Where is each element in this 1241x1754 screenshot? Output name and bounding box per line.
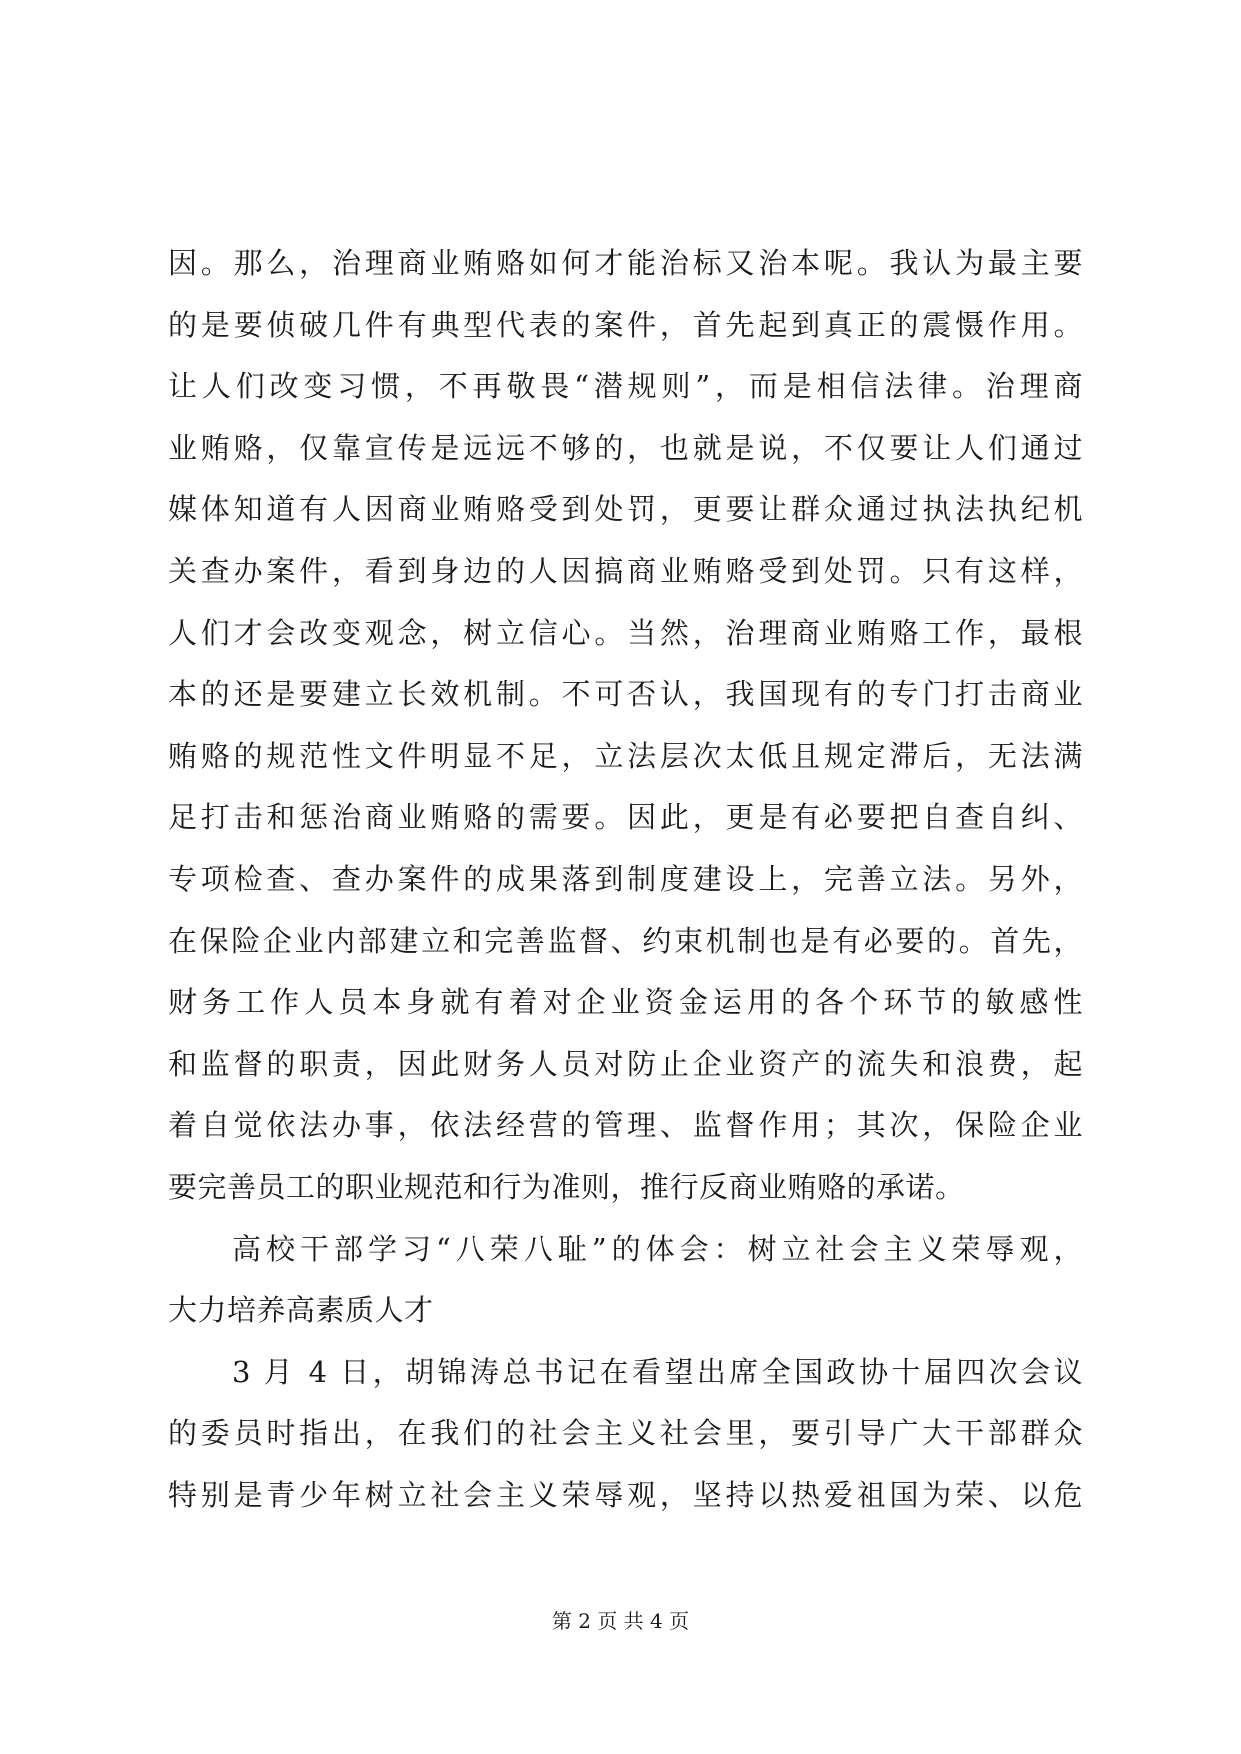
- text-line: 和监督的职责，因此财务人员对防止企业资产的流失和浪费，起: [168, 1046, 1083, 1081]
- text-line: 要完善员工的职业规范和行为准则，推行反商业贿赂的承诺。: [168, 1169, 965, 1204]
- text-line: 的委员时指出，在我们的社会主义社会里，要引导广大干部群众: [168, 1416, 1083, 1451]
- text-line: 本的还是要建立长效机制。不可否认，我国现有的专门打击商业: [168, 677, 1083, 712]
- section-heading-line: 大力培养高素质人才: [168, 1293, 434, 1328]
- text-line: 业贿赂，仅靠宣传是远远不够的，也就是说，不仅要让人们通过: [168, 430, 1083, 465]
- text-line: 人们才会改变观念，树立信心。当然，治理商业贿赂工作，最根: [168, 615, 1083, 650]
- section-heading-line: 高校干部学习“八荣八耻”的体会：树立社会主义荣辱观，: [232, 1231, 1083, 1266]
- text-line: 因。那么，治理商业贿赂如何才能治标又治本呢。我认为最主要: [168, 246, 1083, 280]
- text-line: 关查办案件，看到身边的人因搞商业贿赂受到处罚。只有这样，: [168, 553, 1083, 588]
- text-line: 3 月 4 日，胡锦涛总书记在看望出席全国政协十届四次会议: [232, 1354, 1083, 1389]
- text-line: 在保险企业内部建立和完善监督、约束机制也是有必要的。首先，: [168, 923, 1083, 958]
- text-line: 足打击和惩治商业贿赂的需要。因此，更是有必要把自查自纠、: [168, 800, 1083, 835]
- page-number-footer: 第 2 页 共 4 页: [551, 1609, 690, 1633]
- text-line: 贿赂的规范性文件明显不足，立法层次太低且规定滞后，无法满: [168, 738, 1083, 773]
- text-line: 媒体知道有人因商业贿赂受到处罚，更要让群众通过执法执纪机: [168, 492, 1083, 527]
- text-line: 专项检查、查办案件的成果落到制度建设上，完善立法。另外，: [168, 861, 1083, 896]
- body-text: [168, 233, 1083, 1526]
- text-line: 着自觉依法办事，依法经营的管理、监督作用；其次，保险企业: [168, 1108, 1083, 1143]
- text-line: 让人们改变习惯，不再敬畏“潜规则”，而是相信法律。治理商: [168, 369, 1083, 404]
- text-line: 的是要侦破几件有典型代表的案件，首先起到真正的震慑作用。: [168, 307, 1083, 342]
- text-line: 特别是青少年树立社会主义荣辱观，坚持以热爱祖国为荣、以危: [168, 1477, 1083, 1512]
- text-line: 财务工作人员本身就有着对企业资金运用的各个环节的敏感性: [168, 985, 1083, 1020]
